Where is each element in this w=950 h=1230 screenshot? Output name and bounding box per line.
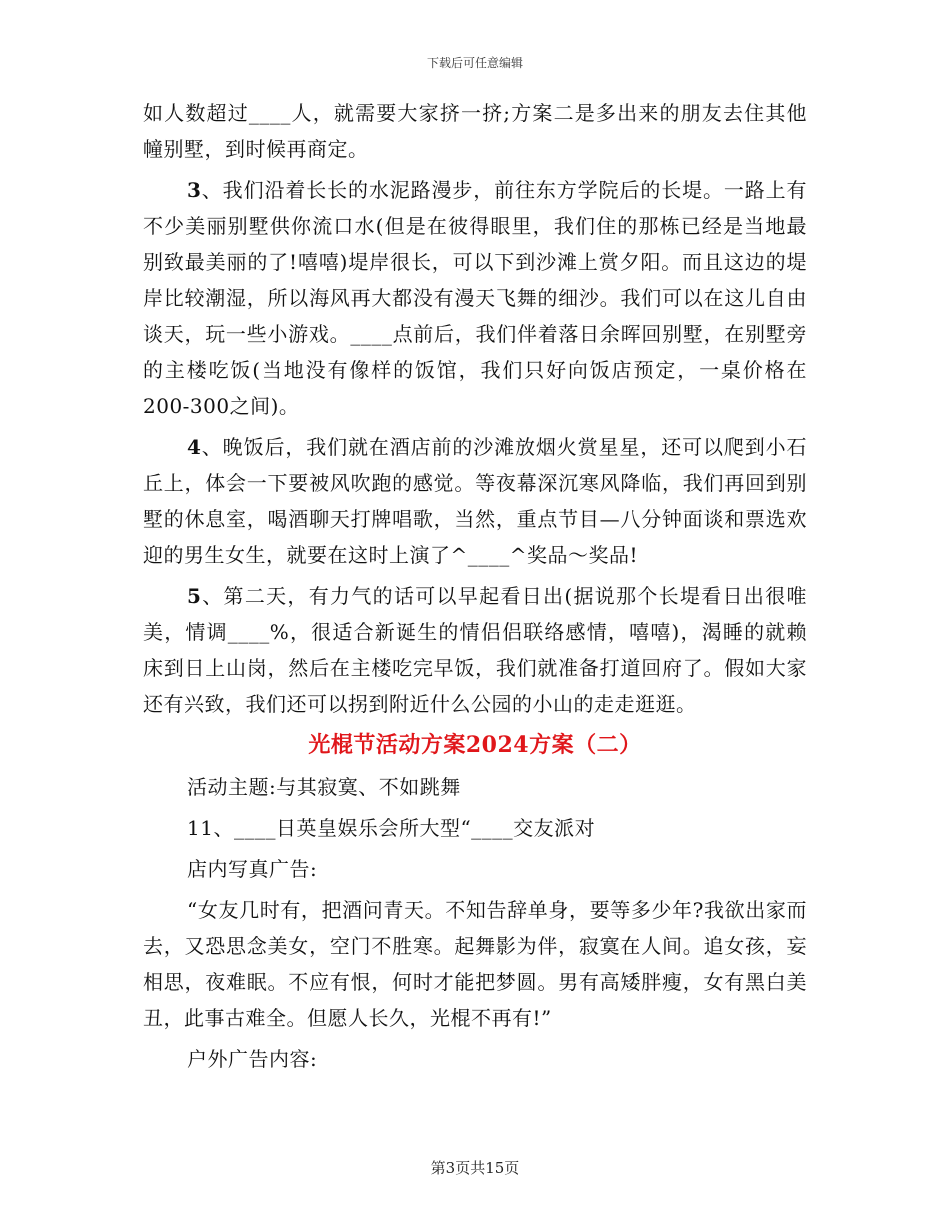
outdoor-heading: 户外广告内容: bbox=[187, 1047, 318, 1071]
page-footer: 第3页共15页 bbox=[430, 1159, 520, 1177]
activity-theme: 活动主题:与其寂寞、不如跳舞 bbox=[187, 775, 461, 799]
paragraph-text: 、第二天，有力气的话可以早起看日出(据说那个长堤看日出很唯美，情调____%，很适合新诞生的情侣侣联络感情，嘻嘻)，渴睡的就赖床到日上山岗，然后在主楼吃完早饭，我们就准备打道回府了。假如大家还有兴致，我们还可以拐到附近什么公园的小山的走走逛逛。 bbox=[143, 584, 807, 716]
paragraph-text: 、我们沿着长长的水泥路漫步，前往东方学院后的长堤。一路上有不少美丽别墅供你流口水(但是在彼得眼里，我们住的那栋已经是当地最别致最美丽的了!嘻嘻)堤岸很长，可以下到沙滩上赏夕阳。而且这边的堤岸比较潮湿，所以海风再大都没有漫天飞舞的细沙。我们可以在这儿自由谈天，玩一些小游戏。____点前后，我们伴着落日余晖回别墅，在别墅旁的主楼吃饭(当地没有像样的饭馆，我们只好向饭店预定，一桌价格在200-300之间)。 bbox=[143, 178, 807, 418]
poster-heading: 店内写真广告: bbox=[187, 857, 318, 881]
document-body bbox=[143, 95, 807, 1082]
item-number: 3 bbox=[187, 178, 202, 202]
page-header: 下载后可任意编辑 bbox=[426, 56, 523, 70]
paragraph-text: 、晚饭后，我们就在酒店前的沙滩放烟火赏星星，还可以爬到小石丘上，体会一下要被风吹跑的感觉。等夜幕深沉寒风降临，我们再回到别墅的休息室，喝酒聊天打牌唱歌，当然，重点节目—八分钟面谈和票选欢迎的男生女生，就要在这时上演了^____^奖品～奖品! bbox=[143, 435, 807, 567]
item-number: 4 bbox=[187, 435, 202, 459]
paragraph-item-4 bbox=[143, 429, 807, 573]
poem-paragraph: “女友几时有，把酒问青天。不知告辞单身，要等多少年?我欲出家而去，又恐思念美女，空门不胜寒。起舞影为伴，寂寞在人间。追女孩，妄相思，夜难眠。不应有恨，何时才能把梦圆。男有高矮胖瘦，女有黑白美丑，此事古难全。但愿人长久，光棍不再有!” bbox=[143, 898, 807, 1030]
item-11: 11、____日英皇娱乐会所大型“____交友派对 bbox=[187, 816, 596, 840]
paragraph-item-5 bbox=[143, 578, 807, 722]
paragraph-continued: 如人数超过____人，就需要大家挤一挤;方案二是多出来的朋友去住其他幢别墅，到时候再商定。 bbox=[143, 101, 807, 161]
section-title: 光棍节活动方案2024方案（二） bbox=[308, 732, 642, 758]
paragraph-item-3 bbox=[143, 172, 807, 424]
item-number: 5 bbox=[187, 584, 202, 608]
